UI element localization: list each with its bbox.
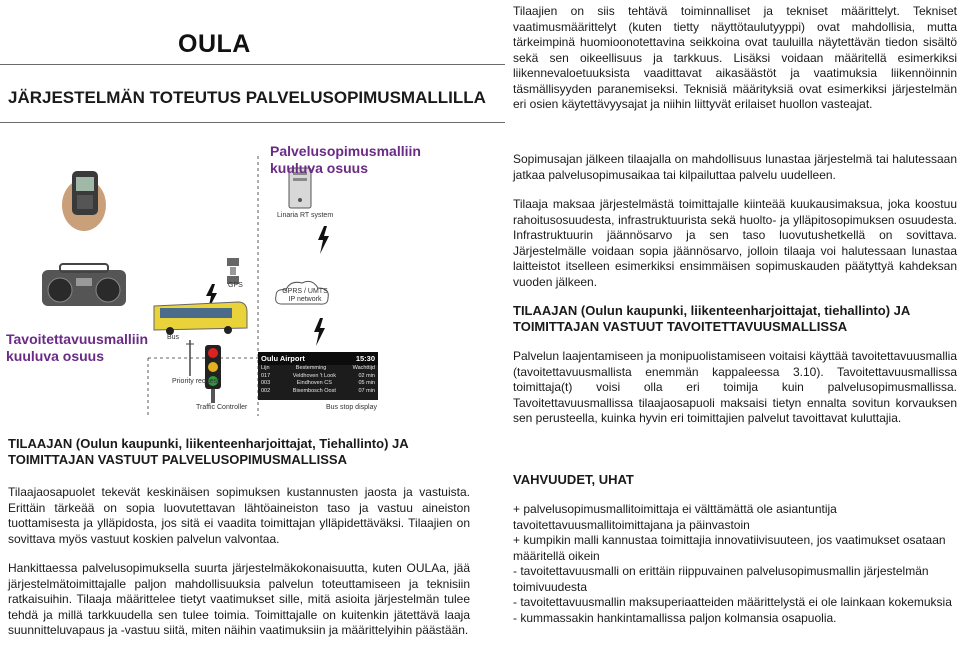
right-paragraph-2: Sopimusajan jälkeen tilaajalla on mahdollisuus lunastaa järjestelmä tai halutessaan jatkaa palvelusopimusaikaa tai kilpailuttaa palvelu uudelleen. — [513, 152, 957, 182]
left-paragraph-1: Tilaajaosapuolet tekevät keskinäisen sopimuksen kustannusten jaosta ja vastuista. Erittäin tärkeää on sopia luovutettavan lähtöaineiston taso ja vastuu aineiston tuottamisesta ja ylläpidosta, jos sitä ei vaadita toimittajan ylläpidettäväksi. Tilaajien on sovittava myös vastuut koskien palvelun valvontaa. — [8, 485, 470, 546]
section-title: JÄRJESTELMÄN TOTEUTUS PALVELUSOPIMUSMALLILLA — [8, 88, 486, 107]
bus-label: Bus — [167, 334, 180, 341]
traffic-light-icon — [203, 345, 223, 403]
bus-stop-display — [258, 352, 378, 400]
list-item: - tavoitettavuusmallin maksuperiaatteiden määrittelystä ei ole lainkaan kokemuksia — [513, 595, 952, 609]
document-title: OULA — [178, 30, 251, 58]
left-heading: TILAAJAN (Oulun kaupunki, liikenteenharjoittajat, Tiehallinto) JA TOIMITTAJAN VASTUUT PALVELUSOPIMUSMALLISSA — [8, 436, 409, 467]
divider-top — [0, 64, 505, 65]
wireless-link-icon — [312, 318, 326, 346]
radio-icon — [40, 262, 128, 308]
sign-time: 15:30 — [355, 354, 375, 363]
traffic-label: Traffic Controller — [196, 404, 248, 411]
sign-row: 017 Veldhoven 't Look 02 min — [261, 372, 375, 379]
sign-title: Oulu Airport — [261, 354, 305, 363]
gprs-label: GPRS / UMTS IP network — [282, 288, 328, 303]
right-heading: TILAAJAN (Oulun kaupunki, liikenteenharjoittajat, tiehallinto) JA TOIMITTAJAN VASTUUT TAVOITETTAVUUSMALLISSA — [513, 303, 910, 334]
right-paragraph-1: Tilaajien on siis tehtävä toiminnalliset ja tekniset määrittelyt. Tekniset vaatimusmäärittelyt (kuten tietty näyttötaulutyyppi) ovat mahdollisia, mutta tärkeimpinä huomioonotettavina seikkoina ovat tauluilla näytettävän tiedon sisältö sekä sen oikeellisuus ja tarkkuus. Lisäksi voidaan määritellä esimerkiksi liikennevaloetuuksista vaadittavat aikasäästöt ja vaatimuksia liikennöinnin täsmällisyyden paranemiseksi. Teknisiä määrityksiä ovat esimerkiksi järjestelmän eri osien käytettävyysajat ja niihin liittyvät erilaiset huollon vasteajat. — [513, 4, 957, 111]
sign-row: 003 Eindhoven CS 05 min — [261, 380, 375, 386]
service-contract-label: Palvelusopimusmalliin kuuluva osuus — [270, 143, 421, 176]
sign-row: Lijn Bestemming Wachttijd — [261, 365, 375, 371]
mobile-phone-icon — [58, 165, 110, 233]
strengths-threats-heading: VAHVUUDET, UHAT — [513, 472, 634, 487]
list-item: - kummassakin hankintamallissa paljon kolmansia osapuolia. — [513, 610, 837, 625]
sign-row: 002 Bixembosch Oost 07 min — [261, 387, 375, 394]
busstop-label: Bus stop display — [326, 404, 377, 411]
gps-label: GPS — [228, 282, 243, 289]
left-paragraph-2: Hankittaessa palvelusopimuksella suurta järjestelmäkokonaisuutta, kuten OULAa, jää järjestelmätoimittajalle paljon mahdollisuuksia palvelun toteuttamiseen ja teknisiin ratkaisuihin. Tilaaja määrittelee tietyt vaatimukset sille, mitä asioita järjestelmän tulee tehdä ja millä tarkkuudella sen tulee toimia. Toimittajalle on kuitenkin jätettävä laaja suunnitteluvapaus ja -vastuu siitä, miten näihin vaatimuksiin ja määrittelyihin päästään. — [8, 561, 470, 637]
right-paragraph-4: Palvelun laajentamiseen ja monipuolistamiseen voitaisi käyttää tavoitettavuusmallia (tavoitettavuusmallista enemmän kappaleessa 3.10). Tavoitettavuusmallissa toimittaja(t) voisi olla eri toimija kuin palvelusopimusmallissa. Tavoitettavuusmallissa tilaajaosapuoli maksaisi tietyn ennalta sovitun korvauksen sen perusteella, kuinka hyvin eri toimittajien palvelut tavoittavat kuluttajia. — [513, 349, 957, 425]
priority-label: Priority request — [172, 378, 220, 385]
divider-bottom — [0, 122, 505, 123]
availability-model-label: Tavoitettavuusmalliin kuuluva osuus — [6, 331, 149, 364]
linaria-label: Linaria RT system — [277, 212, 334, 219]
right-paragraph-3: Tilaaja maksaa järjestelmästä toimittajalle kiinteää kuukausimaksua, joka koostuu rahoitusosuudesta, infrastruktuurista sekä huolto- ja ylläpitosopimuksen osuudesta. Infrastruktuurin jäännösarvo ja sen taso luovutushetkellä on sovittava. Järjestelmälle voidaan sopia jäännösarvo, jolloin tilaaja voi halutessaan lunastaa laitteistot itselleen esimerkiksi ensimmäisen sopimuskauden päätyttyä kahdeksan vuoden jälkeen. — [513, 197, 957, 289]
wireless-link-icon — [316, 226, 330, 254]
strengths-threats-list — [513, 502, 957, 626]
list-item: + kumpikin malli kannustaa toimittajia innovatiivisuuteen, jos vaatimukset osataan määritellä oikein — [513, 533, 946, 563]
list-item: + palvelusopimusmallitoimittaja ei välttämättä ole asiantuntija tavoitettavuusmallitoimittajana ja päinvastoin — [513, 502, 837, 532]
list-item: - tavoitettavuusmalli on erittäin riippuvainen palvelusopimusmallin järjestelmän toimivuudesta — [513, 564, 929, 594]
antenna-icon — [184, 340, 196, 376]
